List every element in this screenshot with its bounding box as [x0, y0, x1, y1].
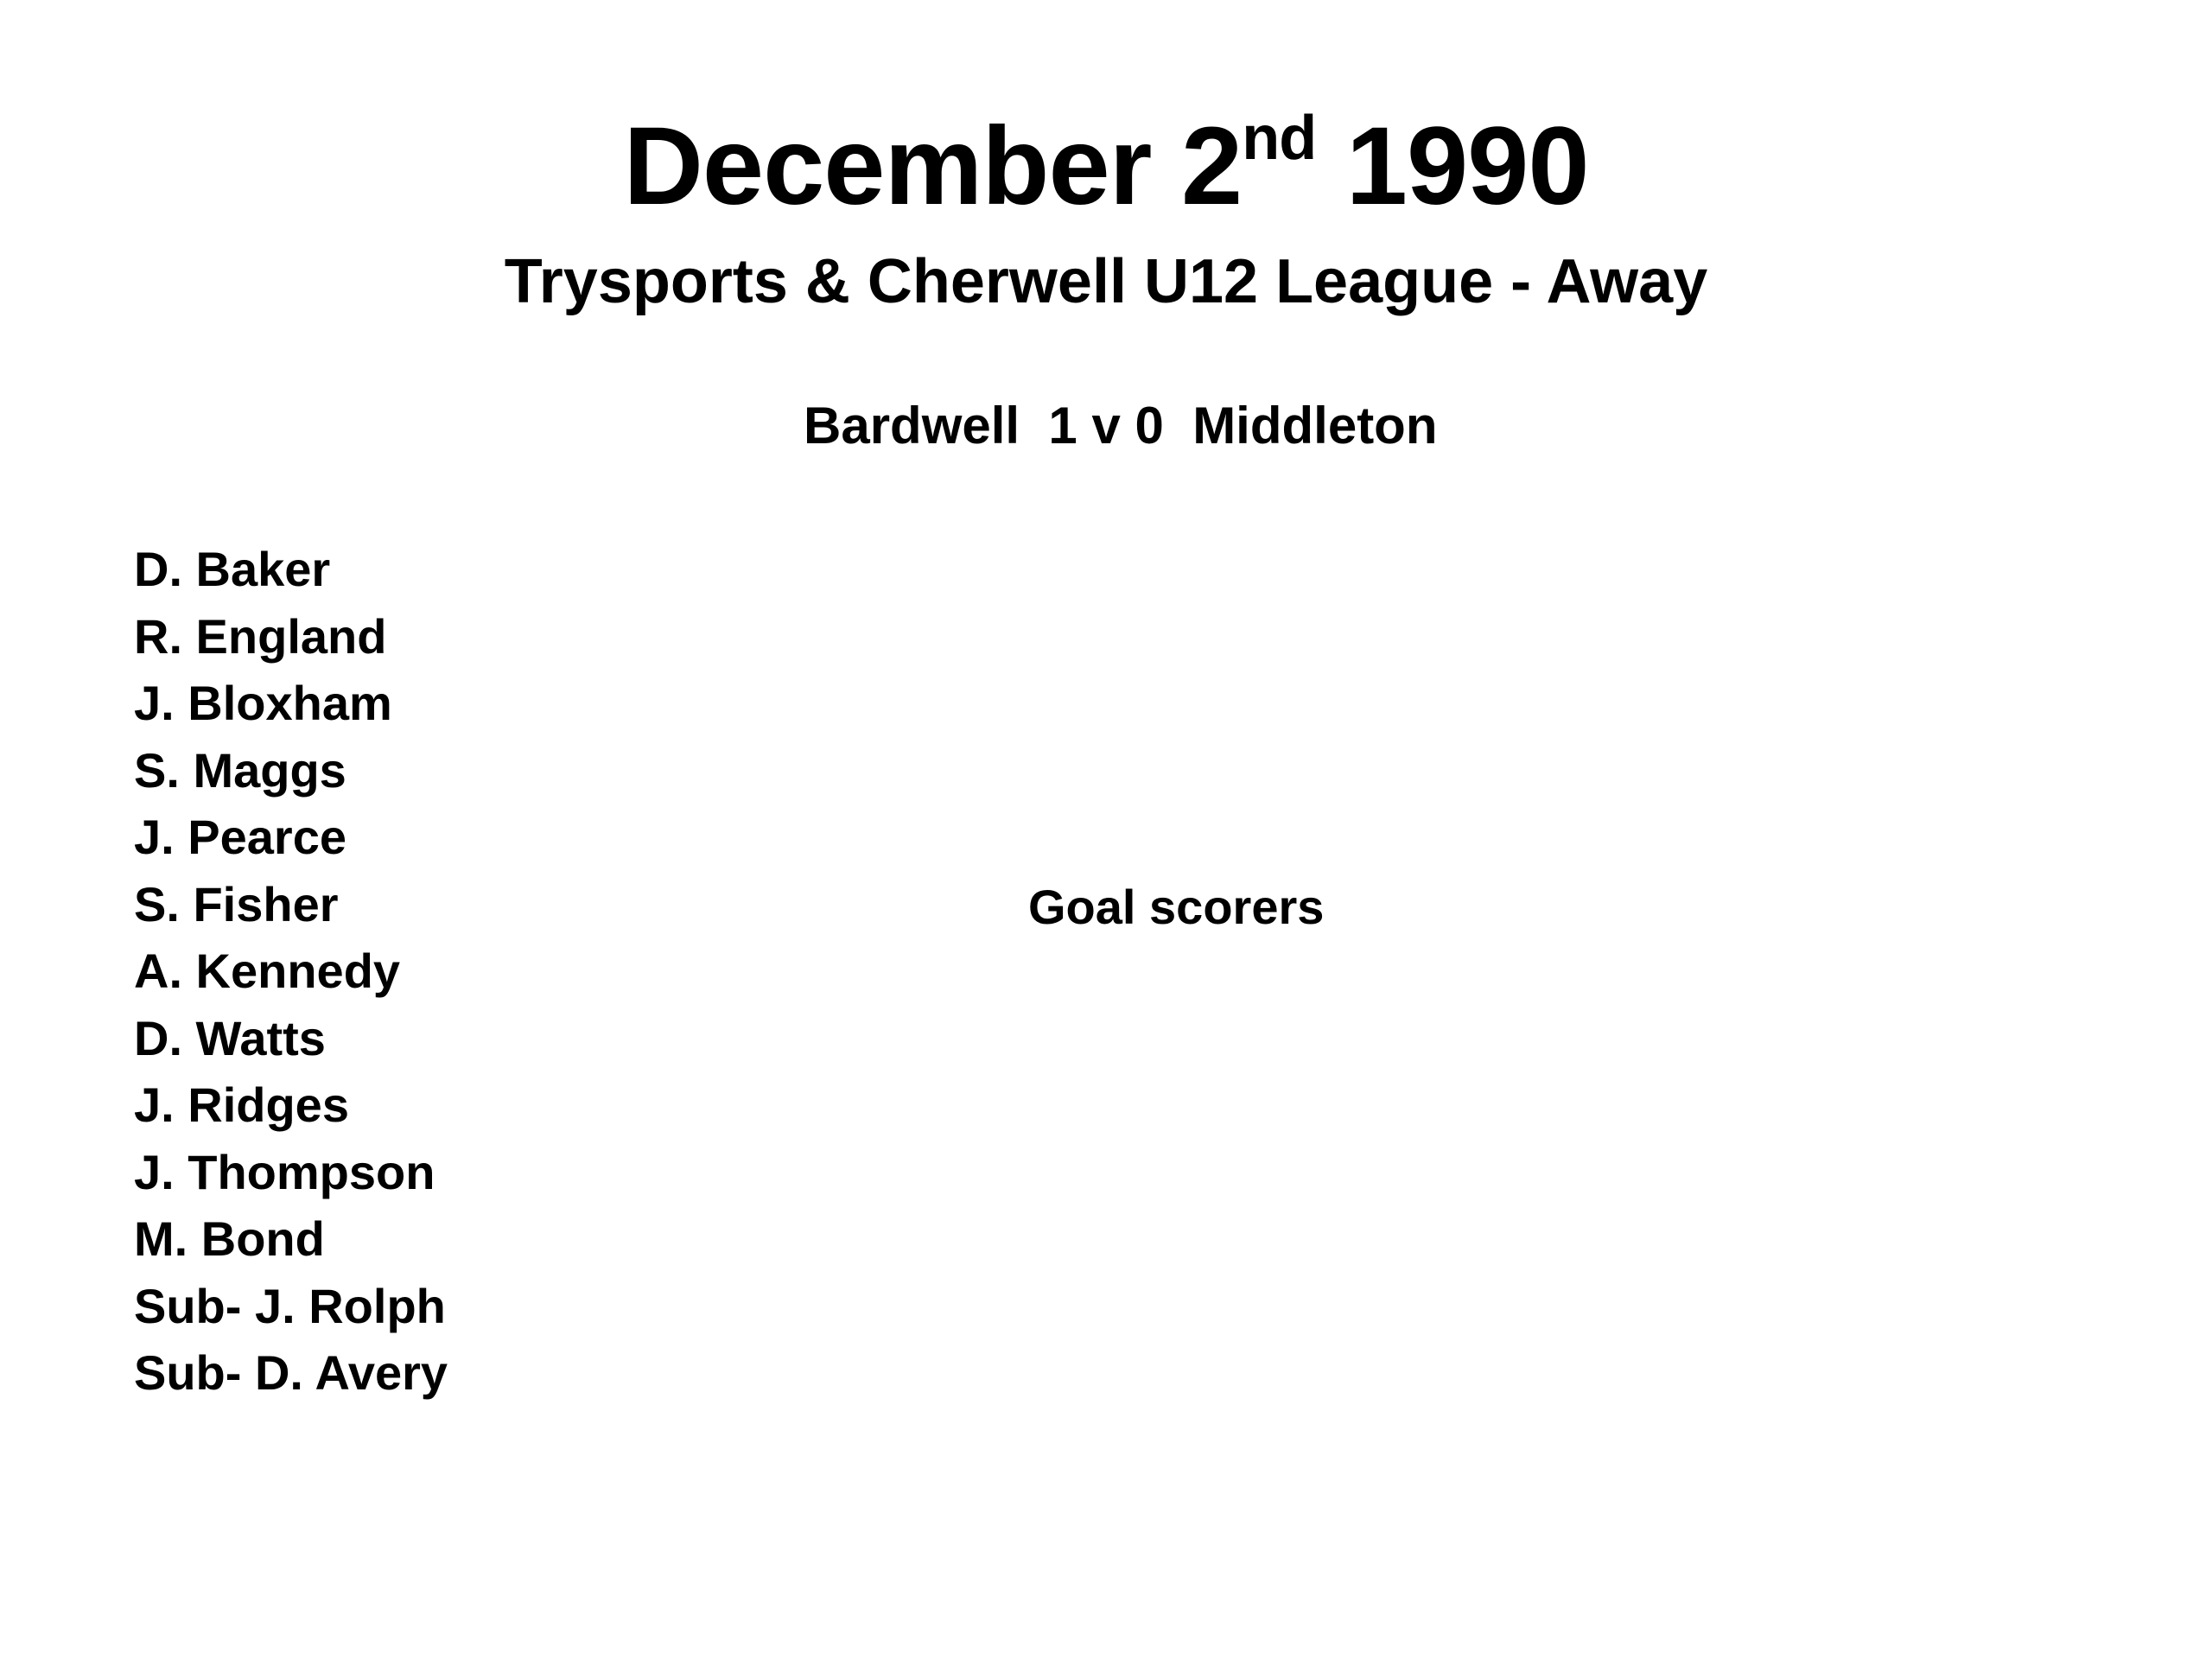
squad-player: R. England — [134, 608, 387, 664]
squad-player: A. Kennedy — [134, 944, 401, 998]
match-result: Bardwell 1 v 0 Middleton — [804, 397, 1438, 454]
title-date-year: 1990 — [1316, 105, 1589, 228]
squad-player: J. Bloxham — [134, 676, 392, 730]
squad-player: J. Thompson — [134, 1144, 435, 1199]
squad-player: D. Baker — [134, 542, 331, 596]
squad-list — [134, 536, 448, 1407]
goal-scorers-label: Goal scorers — [1028, 880, 1325, 934]
squad-player: D. Watts — [134, 1010, 326, 1065]
squad-substitute: Sub- D. Avery — [134, 1345, 448, 1400]
squad-substitute: Sub- J. Rolph — [134, 1278, 446, 1333]
squad-player: M. Bond — [134, 1211, 325, 1266]
squad-player: S. Fisher — [134, 876, 339, 931]
squad-player: J. Pearce — [134, 810, 346, 864]
squad-player: J. Ridges — [134, 1077, 349, 1132]
squad-player: S. Maggs — [134, 742, 346, 798]
competition-subtitle: Trysports & Cherwell U12 League - Away — [504, 247, 1708, 316]
match-date-title — [0, 93, 2212, 240]
title-date-ordinal: nd — [1242, 104, 1317, 174]
title-date-prefix: December 2 — [623, 105, 1243, 228]
